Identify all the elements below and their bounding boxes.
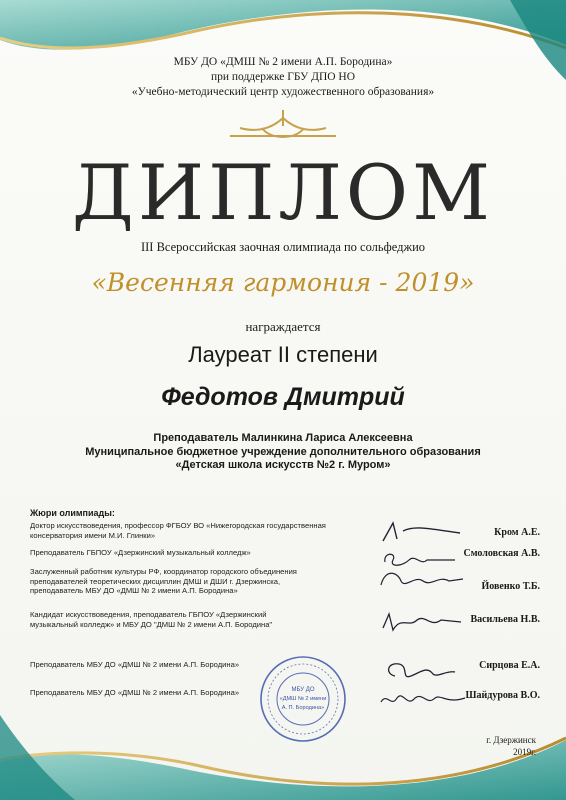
jury-description: Доктор искусствоведения, профессор ФГБОУ ВО «Нижегородская государственная консерватория имени М.И. Глинки» [30, 521, 326, 540]
jury-title: Жюри олимпиады: [30, 508, 115, 518]
jury-description: Преподаватель МБУ ДО «ДМШ № 2 имени А.П. Бородина» [30, 660, 240, 669]
city: г. Дзержинск [486, 735, 536, 745]
stamp-text: МБУ ДО [291, 687, 315, 693]
olympiad-subtitle: III Всероссийская заочная олимпиада по сольфеджио [140, 240, 426, 254]
place-and-year [486, 734, 536, 758]
jury-name: Смоловская А.В. [463, 548, 540, 559]
jury-name: Йовенко Т.Б. [481, 581, 540, 592]
teacher-line: Муниципальное бюджетное учреждение дополнительного образования [85, 445, 481, 458]
stamp-text: А. П. Бородина» [281, 705, 325, 711]
year: 2019г. [513, 747, 536, 757]
diploma-title: ДИПЛОМ [72, 148, 494, 237]
teacher-line: «Детская школа искусств №2 г. Муром» [175, 459, 391, 471]
jury-description: Преподаватель ГБПОУ «Дзержинский музыкальный колледж» [30, 548, 251, 557]
jury-description: Преподаватель МБУ ДО «ДМШ № 2 имени А.П. Бородина» [30, 688, 240, 697]
jury-description: Кандидат искусствоведения, преподаватель ГБПОУ «Дзержинский музыкальный колледж» и МБУ ДО "ДМШ № 2 имени А.П. Бородина" [30, 610, 273, 629]
jury-name: Сирцова Е.А. [479, 660, 540, 671]
stamp-text: «ДМШ № 2 имени [279, 696, 327, 702]
teacher-line: Преподаватель Малинкина Лариса Алексеевна [153, 432, 413, 444]
award-degree: Лауреат II степени [188, 342, 378, 367]
jury-name: Васильева Н.В. [470, 614, 540, 625]
jury-name: Кром А.Е. [494, 527, 540, 538]
organizer-line: при поддержке ГБУ ДПО НО [210, 71, 356, 83]
official-stamp [258, 654, 348, 744]
ornament-icon [230, 110, 336, 137]
recipient-name: Федотов Дмитрий [161, 383, 405, 411]
jury-row [30, 567, 540, 597]
event-name: «Весенняя гармония - 2019» [91, 268, 475, 297]
organizer-line: МБУ ДО «ДМШ № 2 имени А.П. Бородина» [173, 56, 393, 68]
jury-row [30, 610, 540, 640]
teacher-block [0, 432, 566, 473]
awarded-label: награждается [245, 319, 321, 334]
jury-name: Шайдурова В.О. [465, 690, 540, 701]
organizers [0, 55, 566, 100]
organizer-line: «Учебно-методический центр художественного образования» [131, 86, 435, 98]
jury-description: Заслуженный работник культуры РФ, координатор городского объединения преподавателей теоретических дисциплин ДМШ и ДШИ г. Дзержинска, преподаватель МБУ ДО «ДМШ № 2 имени А.П. Бородина» [30, 567, 297, 596]
